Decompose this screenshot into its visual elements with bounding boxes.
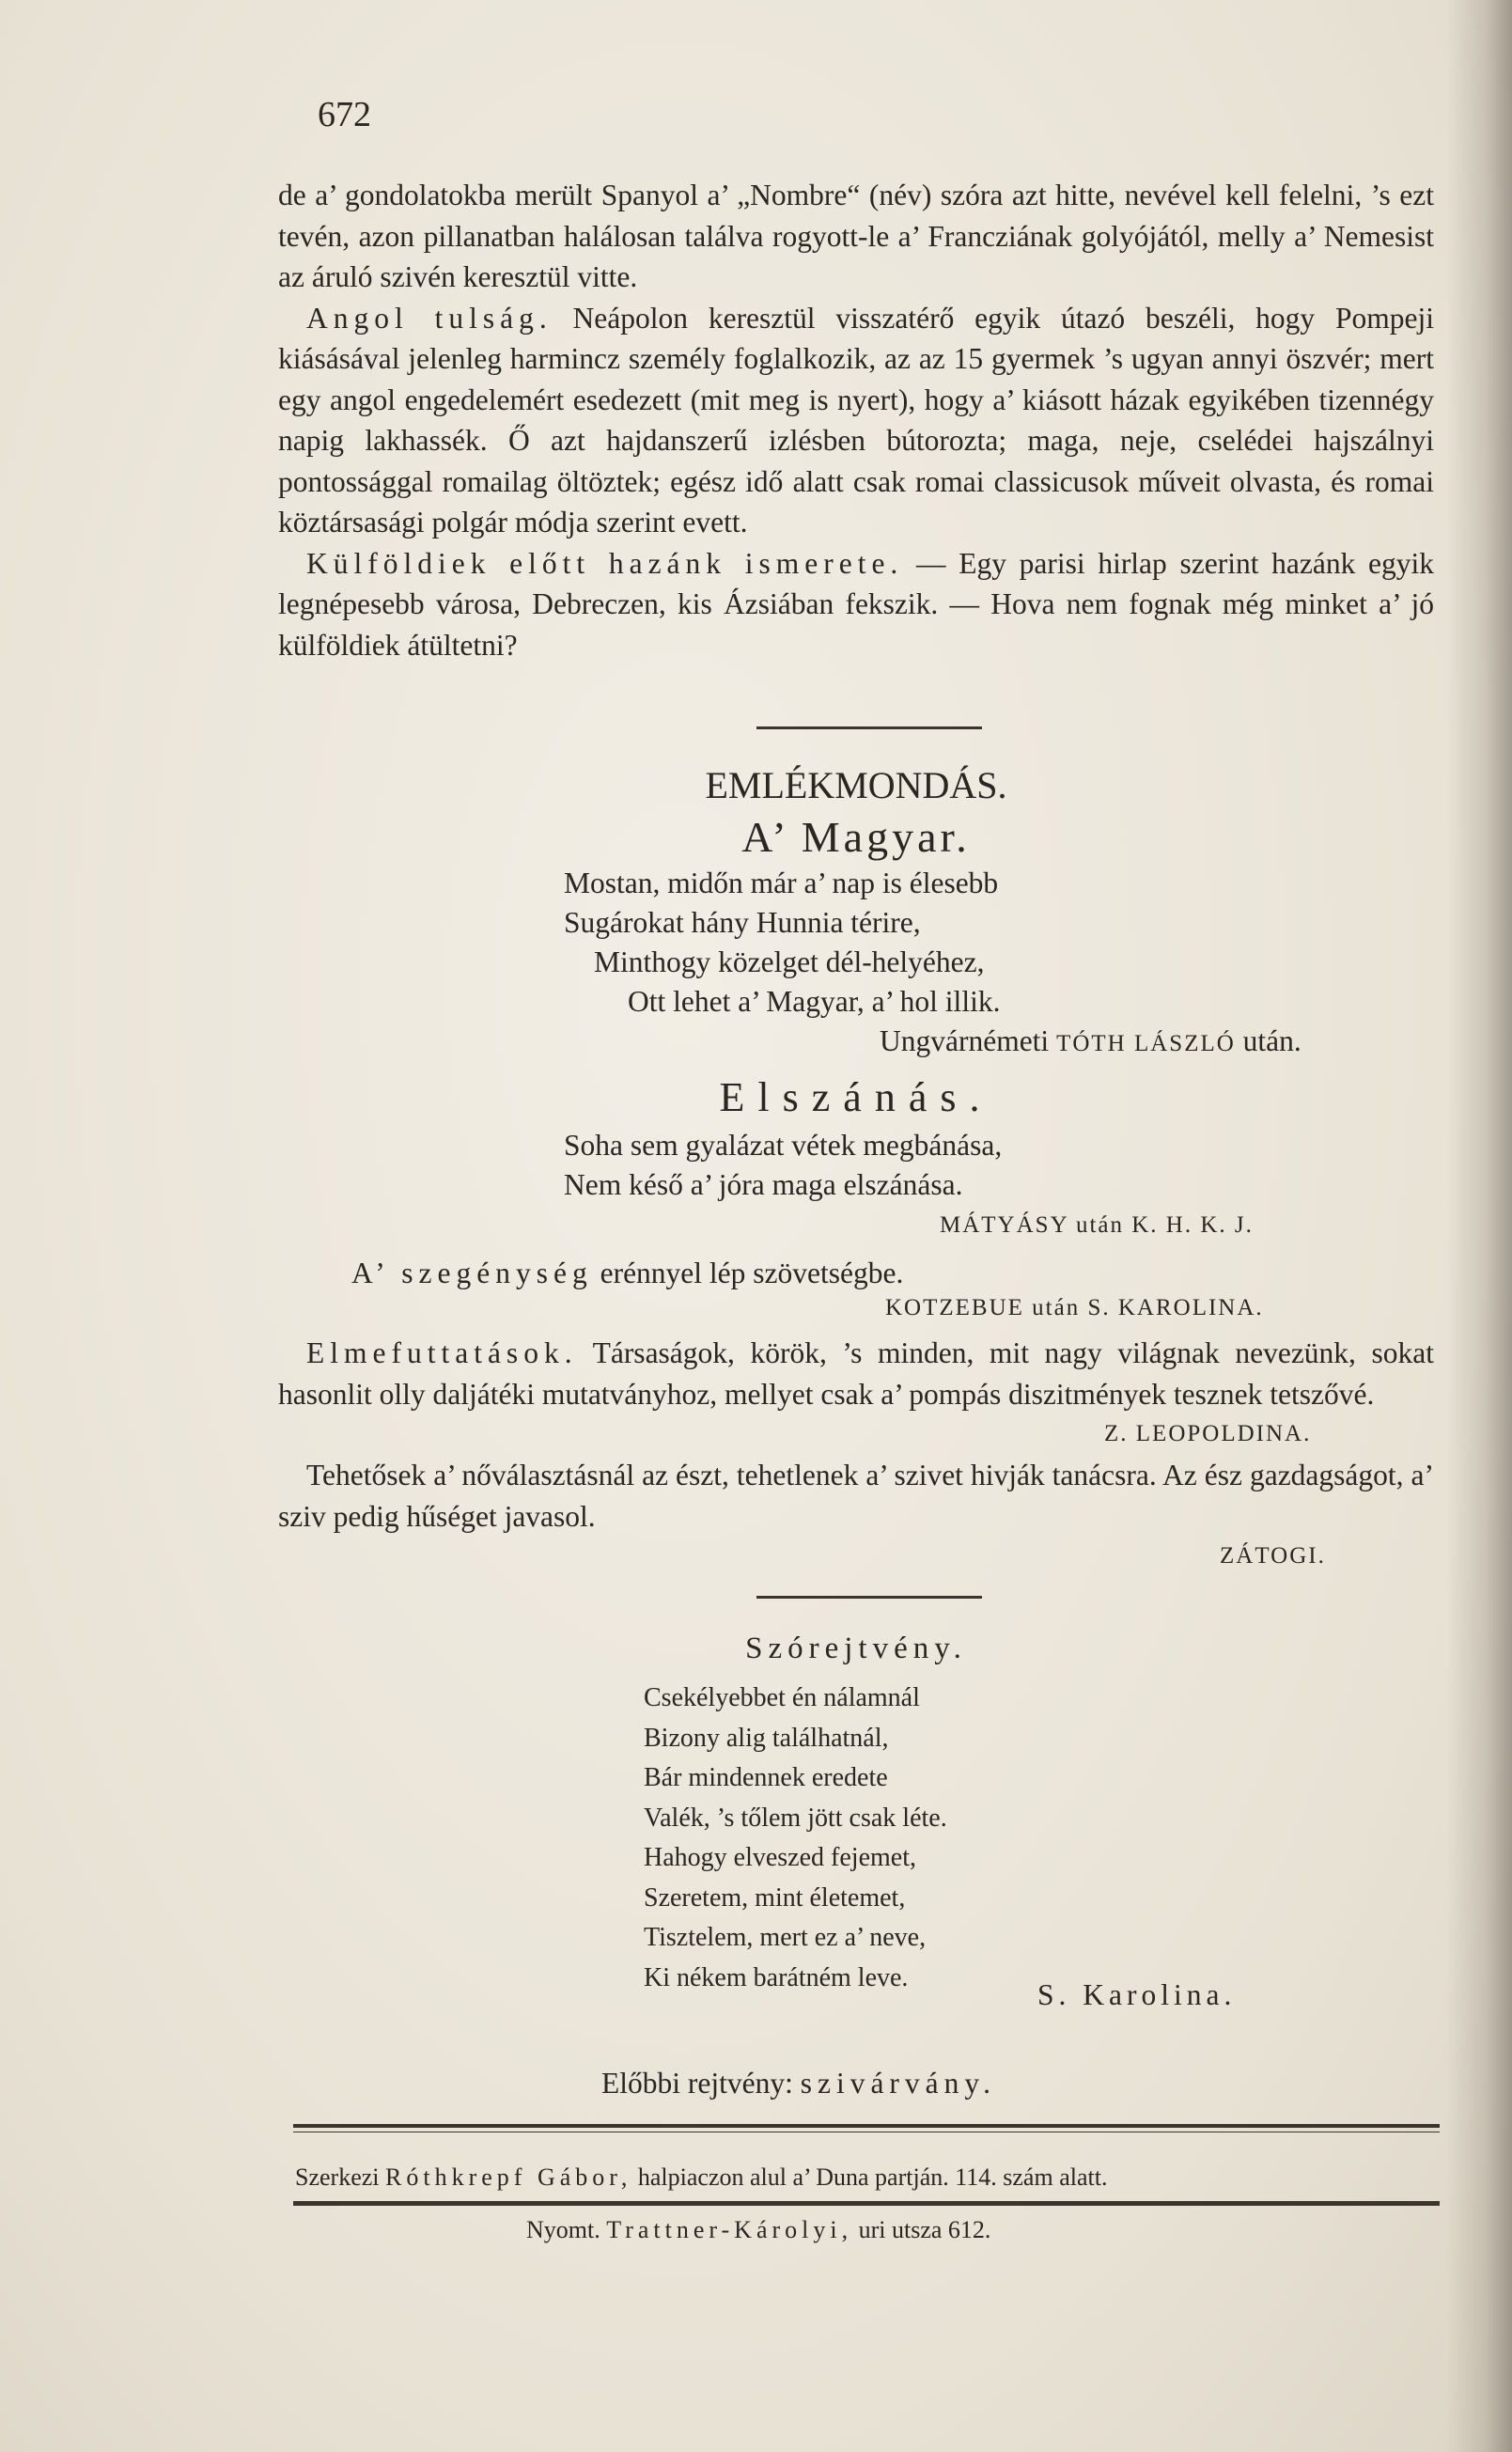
- maxim-attribution-leopoldina: Z. LEOPOLDINA.: [1104, 1421, 1312, 1446]
- maxim-reflections: [278, 1333, 1434, 1414]
- editor-name: Róthkrepf Gábor,: [385, 2163, 632, 2191]
- paragraph-heading: Angol tulság.: [306, 301, 553, 335]
- riddle-attribution: S. Karolina.: [1037, 1978, 1237, 2011]
- maxim-text: Tehetősek a’ nőválasztásnál az észt, tehetlenek a’ szivet hivják tanácsra. Az ész gazdagságot, a’ sziv pedig hűséget javasol.: [278, 1459, 1434, 1533]
- poem-magyar: [564, 864, 1000, 1022]
- riddle-line: Valék, ’s tőlem jött csak léte.: [644, 1803, 947, 1833]
- maxim-heading: Elmefuttatások.: [306, 1336, 578, 1369]
- maxim-text: erénnyel lép szövetségbe.: [600, 1257, 904, 1289]
- riddle-line: Bár mindennek eredete: [644, 1763, 888, 1792]
- riddle-line: Tisztelem, mert ez a’ neve,: [644, 1923, 927, 1952]
- riddle-line: Szeretem, mint életemet,: [644, 1882, 906, 1913]
- poem-title-magyar: A’ Magyar.: [741, 813, 971, 861]
- riddle-line: Ki nékem barátném leve.: [644, 1962, 909, 1992]
- page-number: 672: [318, 95, 371, 134]
- maxim-text: Társaságok, körök, ’s minden, mit nagy világnak nevezünk, sokat hasonlit olly daljátéki mutatványhoz, mellyet csak a’ pompás diszitmények tesznek tetszővé.: [278, 1336, 1434, 1411]
- poem-line: Ott lehet a’ Magyar, a’ hol illik.: [628, 985, 1001, 1018]
- previous-riddle-answer: szivárvány.: [800, 2067, 996, 2100]
- page-edge-shadow: [1446, 0, 1512, 2452]
- maxim-attribution-zatogi: ZÁTOGI.: [1220, 1543, 1326, 1569]
- poem-line: Nem késő a’ jóra maga elszánása.: [564, 1168, 963, 1201]
- maxim-attribution-kotzebue: KOTZEBUE után S. KAROLINA.: [885, 1295, 1264, 1320]
- divider-rule: [756, 726, 982, 729]
- riddle-line: Csekélyebbet én nálamnál: [644, 1683, 920, 1712]
- maxim-poverty: [351, 1254, 903, 1293]
- poem-line: Minthogy közelget dél-helyéhez,: [594, 945, 985, 978]
- footer-printer: Nyomt. Trattner-Károlyi, uri utsza 612.: [526, 2216, 991, 2243]
- maxim-heading: A’ szegénység: [351, 1257, 593, 1289]
- riddle-poem: [644, 1679, 947, 1998]
- poem-elszanas: [564, 1126, 1002, 1205]
- poem-attribution-matyasy: MÁTYÁSY után K. H. K. J.: [940, 1212, 1254, 1238]
- paragraph-foreign-knowledge: [278, 543, 1434, 666]
- poem-attribution-toth: Ungvárnémeti TÓTH LÁSZLÓ után.: [880, 1024, 1302, 1057]
- poem-title-elszanas: Elszánás.: [719, 1074, 993, 1120]
- poem-line: Mostan, midőn már a’ nap is élesebb: [564, 867, 999, 899]
- poem-line: Soha sem gyalázat vétek megbánása,: [564, 1129, 1003, 1162]
- footer-rule-top: [293, 2124, 1440, 2128]
- riddle-title: Szórejtvény.: [745, 1632, 967, 1665]
- paragraph-text: Neápolon keresztül visszatérő egyik útazó beszéli, hogy Pompeji kiásásával jelenleg harmincz személy foglalkozik, az az 15 gyermek ’s ugyan annyi öszvér; mert egy angol engedelemért esedezett (mit meg is nyert), hogy a’ kiásott házak egyikében tizennégy napig lakhassék. Ő azt hajdanszerű izlésben bútorozta; maga, neje, cselédei hajszálnyi pontossággal romailag öltöztek; egész idő alatt csak romai classicusok műveit olvasta, és romai köztársasági polgár módja szerint evett.: [278, 301, 1435, 539]
- article-body: [278, 175, 1434, 665]
- riddle-line: Bizony alig találhatnál,: [644, 1723, 889, 1753]
- previous-riddle: [601, 2064, 996, 2103]
- maxim-wealthy: [278, 1455, 1434, 1537]
- footer-rule-middle: [293, 2201, 1440, 2206]
- paragraph-spanish-story: de a’ gondolatokba merült Spanyol a’ „Nombre“ (név) szóra azt hitte, nevével kell felelni, ’s ezt tevén, azon pillanatban halálosan találva rogyott-le a’ Francziának golyójától, melly a’ Nemesist az áruló szivén keresztül vitte.: [278, 179, 1434, 293]
- poem-line: Sugárokat hány Hunnia térire,: [564, 906, 921, 939]
- riddle-line: Hahogy elveszed fejemet,: [644, 1843, 916, 1872]
- footer-editor: Szerkezi Róthkrepf Gábor, halpiaczon alul a’ Duna partján. 114. szám alatt.: [295, 2163, 1108, 2191]
- previous-riddle-label: Előbbi rejtvény:: [601, 2067, 793, 2100]
- divider-rule: [756, 1596, 982, 1599]
- paragraph-english-excess: [278, 298, 1434, 543]
- printer-name: Trattner-Károlyi,: [606, 2216, 853, 2243]
- paragraph-heading: Külföldiek előtt hazánk ismerete.: [306, 546, 904, 580]
- paragraph-text: — Egy parisi hirlap szerint hazánk egyik legnépesebb városa, Debreczen, kis Ázsiában fekszik. — Hova nem fognak még minket a’ jó külföldiek átültetni?: [278, 546, 1435, 662]
- section-title: EMLÉKMONDÁS.: [705, 764, 1007, 806]
